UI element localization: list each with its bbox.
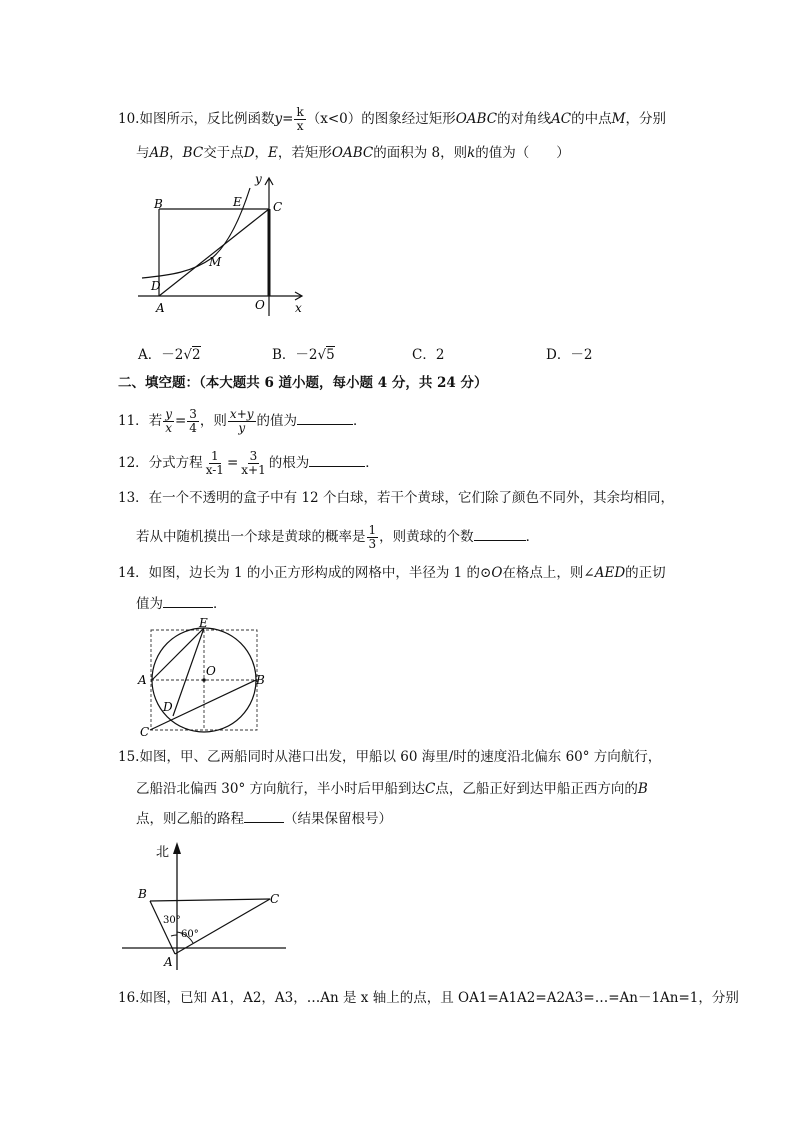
q10-oabc: OABC [455, 111, 498, 127]
frac-num: 1 [368, 523, 377, 537]
q14-text: 的正切 [625, 565, 666, 581]
label-a: A [138, 673, 147, 687]
q11-frac2 [187, 408, 199, 435]
q10-bc: BC [182, 145, 204, 161]
label-c: C [140, 725, 150, 738]
label-d: D [151, 279, 161, 293]
q10-text: 的图象经过矩形 [361, 111, 456, 127]
q15-line1: 15.如图，甲、乙两船同时从港口出发，甲船以 60 海里/时的速度沿北偏东 60° 方向航行， [118, 749, 662, 765]
q10-line1 [118, 106, 666, 133]
label-e: E [199, 616, 208, 630]
q13-end: ． [525, 529, 540, 545]
frac-num: 3 [189, 407, 197, 421]
q15-text: 点，乙船正好到达甲船正西方向的 [435, 781, 638, 797]
label-a: A [164, 955, 173, 969]
label-c: C [273, 200, 283, 214]
q12-number: 12． [118, 455, 149, 471]
label-60deg: 60° [181, 929, 199, 940]
q11-eq: = [174, 413, 187, 429]
q12 [118, 450, 379, 477]
q10-figure [132, 168, 312, 318]
q10-e: E [268, 145, 278, 161]
q10-frac-num: k [296, 105, 304, 119]
label-y: y [255, 172, 262, 186]
answer-blank[interactable] [244, 808, 284, 823]
answer-blank[interactable] [297, 410, 353, 425]
frac-num: x+y [229, 407, 254, 421]
q15-text: （结果保留根号） [284, 811, 392, 827]
label-30deg: 30° [163, 915, 181, 926]
segment-ac [175, 899, 270, 954]
q13-frac [367, 524, 379, 551]
q15-c: C [425, 781, 436, 797]
q11-frac1 [163, 408, 174, 435]
q11-number: 11． [118, 413, 149, 429]
q11-end: ． [353, 413, 367, 429]
q10-cond: （x<0） [306, 111, 362, 127]
answer-blank[interactable] [309, 452, 365, 467]
q14-figure [136, 614, 266, 738]
sqrt-icon: √ [317, 347, 327, 363]
q15-line2 [136, 779, 648, 799]
label-x: x [295, 301, 302, 315]
q10-number: 10. [118, 111, 140, 127]
q15-figure [120, 836, 290, 974]
q10-line2 [136, 143, 570, 163]
q15-text: 点，则乙船的路程 [136, 811, 244, 827]
q14-o: O [491, 565, 503, 581]
section-title: 二、填空题：（本大题共 6 道小题，每小题 4 分，共 24 分） [118, 375, 488, 391]
q10-option-c: C．2 [412, 347, 445, 363]
option-radicand: 5 [326, 347, 335, 363]
label-a: A [156, 301, 165, 315]
q10-frac-den: x [296, 119, 304, 133]
q11-text: 若 [148, 413, 163, 429]
q10-ac: AC [551, 111, 572, 127]
q11 [118, 408, 367, 435]
q13-text: 若从中随机摸出一个球是黄球的概率是 [136, 529, 366, 545]
q12-frac1 [204, 450, 226, 477]
q10-y-eq: y= [274, 111, 294, 127]
option-radicand: 2 [191, 347, 201, 363]
q10-option-b [272, 343, 335, 363]
label-o: O [255, 298, 265, 312]
frac-den: x+1 [241, 463, 266, 477]
q10-sep: ， [254, 145, 269, 161]
q10-text: 的值为（ ） [475, 145, 570, 161]
q15-b: B [637, 781, 648, 797]
q11-text: ，则 [199, 413, 227, 429]
q10-text: 的中点 [571, 111, 612, 127]
q10-fraction [294, 106, 305, 133]
q10-text: 如图所示，反比例函数 [139, 111, 275, 127]
q10-sep: ， [169, 145, 183, 161]
q10-text: 的面积为 8，则 [373, 145, 468, 161]
label-b: B [154, 197, 163, 211]
frac-num: y [165, 407, 172, 421]
label-m: M [209, 255, 222, 269]
q13-line2 [136, 524, 539, 551]
segment-bc [150, 899, 270, 901]
sqrt-icon: √ [183, 347, 192, 363]
q10-m: M [611, 111, 626, 127]
q14-line2 [136, 593, 227, 614]
q14-end: ． [213, 596, 227, 612]
q11-text: 的值为 [256, 413, 298, 429]
option-value: －2 [161, 347, 184, 363]
q10-text: 交于点 [203, 145, 244, 161]
segment-ed [173, 628, 204, 716]
label-c: C [270, 892, 280, 906]
q10-ab: AB [149, 145, 170, 161]
q10-option-d: D．－2 [546, 347, 593, 363]
q15-text: 乙船沿北偏西 30° 方向航行，半小时后甲船到达 [136, 781, 426, 797]
q12-end: ． [365, 455, 379, 471]
q14-text: 在格点上，则∠ [502, 565, 595, 581]
frac-den: y [238, 421, 246, 435]
q10-text: 的对角线 [497, 111, 552, 127]
center-point [202, 678, 206, 682]
frac-den: x [165, 421, 172, 435]
frac-den: x-1 [205, 463, 224, 477]
q12-frac2 [239, 450, 267, 477]
label-o: O [206, 664, 216, 678]
q12-text: 的根为 [268, 455, 310, 471]
q12-eq: = [226, 455, 239, 471]
frac-num: 3 [249, 449, 258, 463]
label-b: B [138, 887, 147, 901]
frac-den: 4 [189, 421, 197, 435]
q10-option-a [138, 343, 201, 363]
label-b: B [256, 673, 265, 687]
segment-ae [152, 628, 204, 680]
label-north: 北 [156, 845, 170, 860]
q11-frac3 [228, 408, 256, 435]
q13-line1: 13．在一个不透明的盒子中有 12 个白球，若干个黄球，它们除了颜色不同外，其余均相同， [118, 490, 674, 506]
q10-d: D [243, 145, 255, 161]
q12-text: 分式方程 [148, 455, 203, 471]
q10-text: 与 [136, 145, 150, 161]
q15-line3 [136, 808, 392, 829]
frac-den: 3 [368, 537, 377, 551]
angle-30-arc [171, 935, 177, 936]
answer-blank[interactable] [474, 526, 526, 541]
q16-line1: 16.如图，已知 A1，A2，A3，…An 是 x 轴上的点，且 OA1=A1A2=A2A3=…=An－1An=1，分别 [118, 990, 739, 1006]
q14-text: 14．如图，边长为 1 的小正方形构成的网格中，半径为 1 的⊙ [118, 565, 492, 581]
segment-ba [150, 901, 175, 954]
q10-text: ，若矩形 [277, 145, 332, 161]
q10-oabc: OABC [331, 145, 374, 161]
q14-text: 值为 [136, 596, 163, 612]
label-e: E [233, 195, 242, 209]
label-d: D [163, 700, 173, 714]
q14-aed: AED [594, 565, 626, 581]
q10-text: ，分别 [625, 111, 666, 127]
option-value: －2 [295, 347, 318, 363]
q14-line1 [118, 563, 666, 583]
q10-k: k [467, 145, 476, 161]
frac-num: 1 [210, 449, 219, 463]
option-label: B． [272, 347, 296, 363]
north-arrow-icon [173, 842, 181, 854]
q13-text: ，则黄球的个数 [379, 529, 474, 545]
answer-blank[interactable] [163, 593, 213, 608]
option-label: A． [138, 347, 162, 363]
